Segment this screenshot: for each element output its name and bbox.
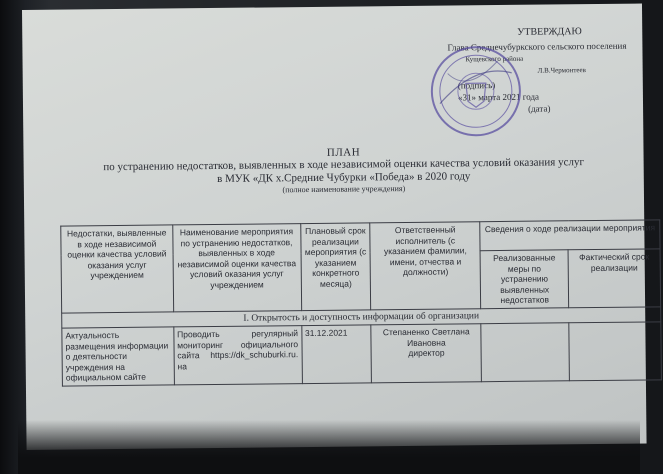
header-responsible: Ответственный исполнитель (с указанием фамилии, имени, отчества и должности) (370, 222, 481, 310)
header-measure: Наименование мероприятия по устранению недостатков, выявленных в ходе независимой оценки качества условий оказания услуг учреждением (172, 224, 301, 312)
folder-bottom-shadow (18, 420, 640, 474)
header-actual-date: Фактический срок реализации (568, 249, 660, 307)
row1-deadline: 31.12.2021 (301, 325, 372, 383)
row1-measure: Проводить регулярный мониторинг официального сайта https://dk_schuburki.ru. на (174, 326, 302, 385)
official-seal-icon (427, 43, 524, 140)
header-deadline: Плановый срок реализации мероприятия (с указанием конкретного месяца) (300, 223, 371, 310)
approval-block (417, 25, 647, 114)
header-deficiencies: Недостатки, выявленные в ходе независимой оценки качества условий оказания услуг учреждением (61, 225, 174, 313)
row1-responsible-position: директор (408, 347, 445, 358)
header-measures-taken: Реализованные меры по устранению выявленных недостатков (480, 250, 568, 308)
row1-measures-taken (481, 323, 569, 381)
document-title-block (83, 144, 603, 196)
document-subtitle-hint: (полное наименование учреждения) (282, 183, 406, 195)
row1-actual-date (569, 322, 661, 380)
approval-sign-hint: (подпись) (457, 80, 496, 91)
row1-responsible-patronymic: Ивановна (406, 337, 446, 348)
approval-head-line: Глава Среднечубуркского сельского поселения (447, 40, 627, 53)
approval-heading: УТВЕРЖДАЮ (517, 26, 582, 38)
row1-responsible (371, 324, 481, 383)
approval-date: «31» марта 2021 года (457, 91, 540, 103)
header-progress: Сведения о ходе реализации мероприятия (480, 220, 660, 251)
document-title: ПЛАН (326, 146, 361, 159)
section-title: I. Открытость и доступность информации об организации (62, 306, 661, 328)
table-row (62, 322, 662, 386)
plan-table (60, 219, 662, 386)
row1-responsible-name: Степаненко Светлана (382, 326, 470, 338)
approval-signature-name: Л.В.Чермонтеев (537, 66, 586, 75)
approval-district: Кущевского района (465, 54, 524, 64)
approval-date-hint: (дата) (528, 103, 551, 114)
document-subtitle-1: по устранению недостатков, выявленных в ходе независимой оценки качества условий оказания услуг (103, 156, 585, 174)
row1-deficiency: Актуальность размещения информации о деятельности учреждения на официальном сайте (62, 327, 174, 386)
document-subtitle-2: в МУК «ДК х.Средние Чубурки «Победа» в 2020 году (217, 170, 471, 185)
document-sheet (22, 4, 656, 450)
